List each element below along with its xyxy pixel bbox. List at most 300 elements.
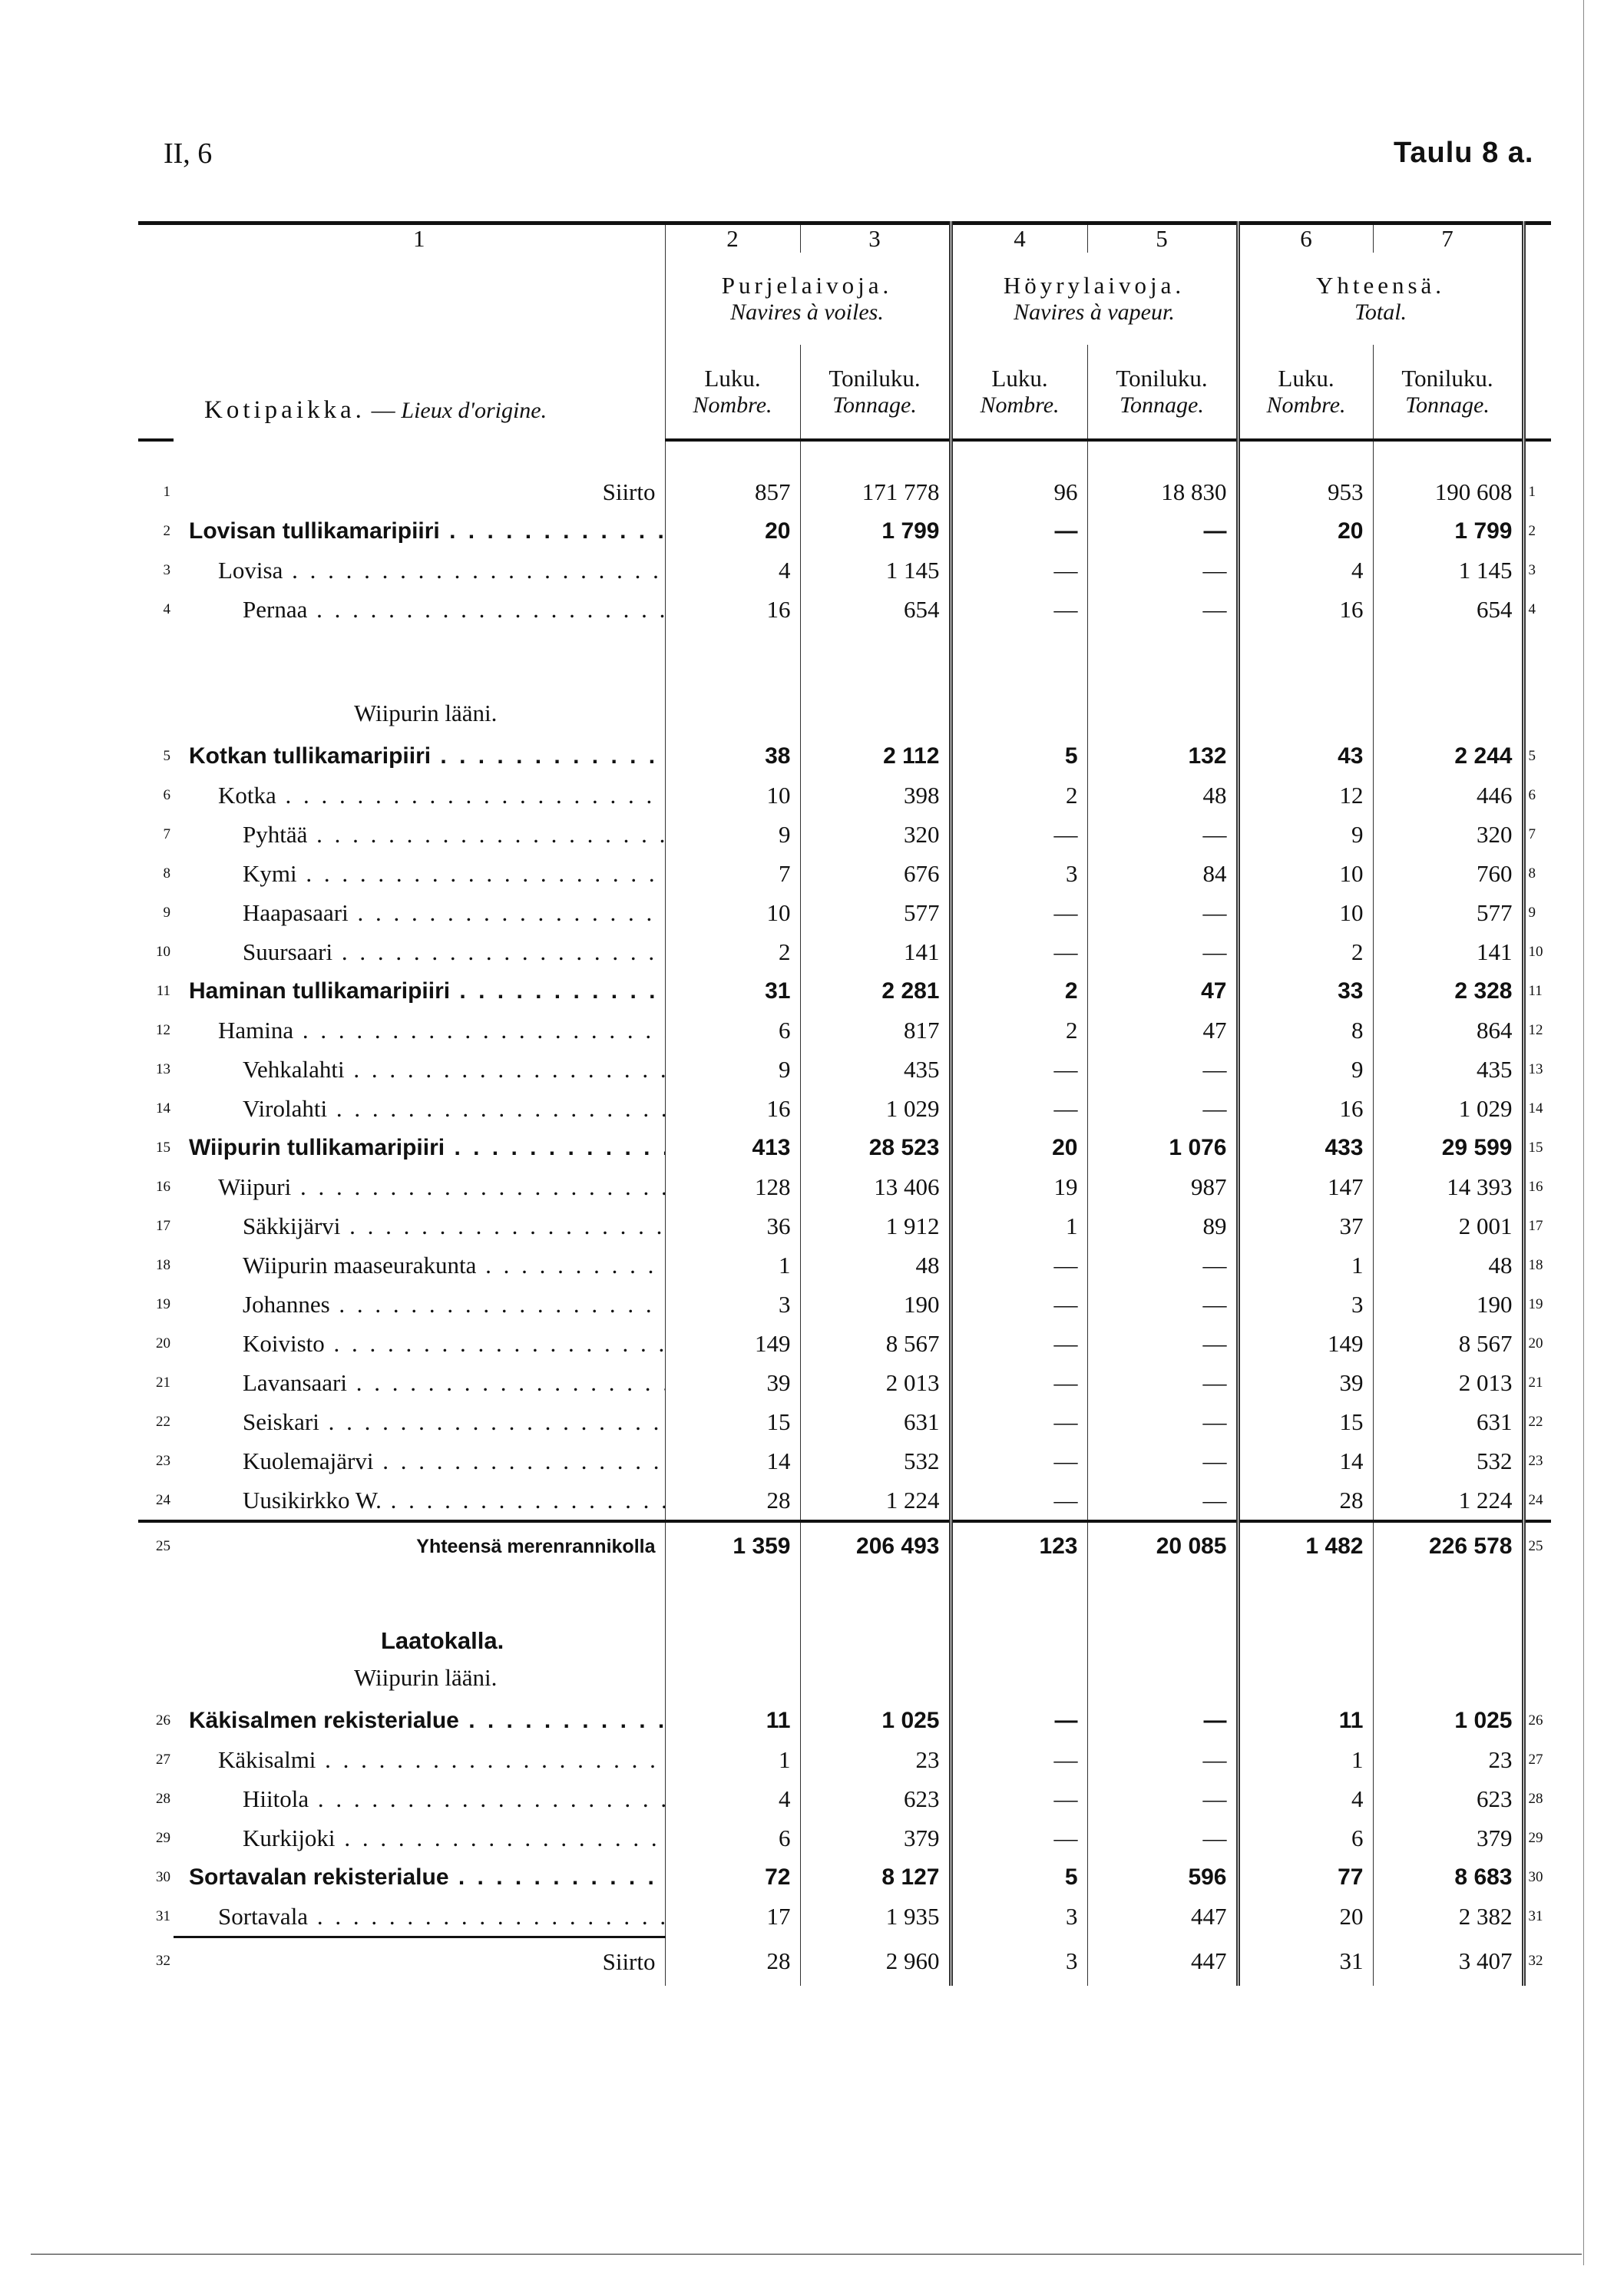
total-count-cell: 2 [1238, 932, 1373, 971]
line-number-right: 4 [1523, 590, 1551, 629]
carry-row [138, 1937, 1551, 1987]
blank-cell [174, 629, 665, 690]
blank-cell [1523, 440, 1551, 472]
sail-tonnage-cell: 13 406 [800, 1167, 951, 1206]
sail-count-cell: 10 [665, 893, 800, 932]
steam-count-cell: 19 [951, 1167, 1087, 1206]
total-count-cell: 16 [1238, 590, 1373, 629]
total-tonnage-cell: 532 [1373, 1441, 1523, 1480]
line-number-right: 22 [1523, 1402, 1551, 1441]
steam-count-cell: 2 [951, 971, 1087, 1011]
line-number: 31 [156, 1908, 170, 1925]
blank-cell [1523, 1570, 1551, 1655]
blank-cell [1373, 690, 1523, 736]
line-number: 10 [156, 943, 170, 960]
line-number-right: 8 [1523, 854, 1551, 893]
table-row [138, 893, 1551, 932]
blank-cell [951, 1570, 1087, 1655]
steam-count-cell: 3 [951, 1897, 1087, 1937]
blank-cell [800, 1570, 951, 1655]
blank-cell [1087, 690, 1238, 736]
place-name: Lovisa . . . [174, 551, 665, 590]
line-number-right: 27 [1523, 1740, 1551, 1779]
table-row [138, 776, 1551, 815]
total-count-cell: 4 [1238, 1779, 1373, 1818]
place-name: Uusikirkko W. . . . [174, 1480, 665, 1521]
sail-tonnage-cell: 1 145 [800, 551, 951, 590]
line-number-right: 14 [1523, 1089, 1551, 1128]
sail-tonnage-sublabel: Tonnage. [832, 392, 917, 418]
sail-count-header [665, 345, 800, 440]
line-number-right: 15 [1523, 1128, 1551, 1167]
steam-tonnage-cell: — [1087, 1701, 1238, 1740]
sail-count-cell: 1 [665, 1246, 800, 1285]
steam-count-cell: — [951, 1818, 1087, 1858]
table-row [138, 1402, 1551, 1441]
total-count-cell: 953 [1238, 472, 1373, 511]
place-name: Kymi . . . [174, 854, 665, 893]
steam-count-cell: — [951, 932, 1087, 971]
steam-tonnage-cell: — [1087, 1324, 1238, 1363]
total-tonnage-cell: 631 [1373, 1402, 1523, 1441]
table-row [138, 815, 1551, 854]
total-header [1238, 253, 1523, 345]
sail-tonnage-cell: 1 912 [800, 1206, 951, 1246]
table-row [138, 1206, 1551, 1246]
place-name: Sortavalan rekisterialue . . . [174, 1858, 665, 1897]
total-tonnage-cell: 29 599 [1373, 1128, 1523, 1167]
sail-tonnage-cell: 171 778 [800, 472, 951, 511]
blank-cell [1373, 1655, 1523, 1701]
sail-count-cell: 857 [665, 472, 800, 511]
line-number-right: 10 [1523, 932, 1551, 971]
sail-tonnage-cell: 654 [800, 590, 951, 629]
sail-tonnage-cell: 379 [800, 1818, 951, 1858]
line-number-right: 26 [1523, 1701, 1551, 1740]
sail-tonnage-cell: 141 [800, 932, 951, 971]
col-number-1: 1 [174, 223, 665, 253]
line-number: 17 [156, 1217, 170, 1234]
sail-tonnage-cell: 676 [800, 854, 951, 893]
total-tonnage-cell: 446 [1373, 776, 1523, 815]
line-number-right: 25 [1523, 1521, 1551, 1570]
place-name: Suursaari . . . [174, 932, 665, 971]
sail-count-cell: 38 [665, 736, 800, 776]
steam-count-cell: 2 [951, 776, 1087, 815]
steam-tonnage-cell: 447 [1087, 1897, 1238, 1937]
blank-cell [1087, 1570, 1238, 1655]
sail-count-cell: 413 [665, 1128, 800, 1167]
total-tonnage-cell: 8 567 [1373, 1324, 1523, 1363]
steam-count-cell: — [951, 1701, 1087, 1740]
sail-tonnage-cell: 1 935 [800, 1897, 951, 1937]
sail-tonnage-cell: 320 [800, 815, 951, 854]
total-count-cell: 147 [1238, 1167, 1373, 1206]
line-number: 23 [156, 1452, 170, 1469]
total-count-cell: 10 [1238, 854, 1373, 893]
place-name: Säkkijärvi . . . [174, 1206, 665, 1246]
total-tonnage-cell: 2 001 [1373, 1206, 1523, 1246]
steam-tonnage-cell: — [1087, 511, 1238, 551]
section-title: Wiipurin lääni. [354, 1664, 498, 1691]
blank-cell [138, 690, 174, 736]
origin-dash: — [365, 396, 402, 423]
sail-tonnage-cell: 23 [800, 1740, 951, 1779]
sail-count-cell: 14 [665, 1441, 800, 1480]
sail-count-cell: 16 [665, 590, 800, 629]
sail-tonnage-cell: 48 [800, 1246, 951, 1285]
steam-tonnage-total: 20 085 [1087, 1521, 1238, 1570]
sail-count-sublabel: Nombre. [693, 392, 772, 418]
sail-count-cell: 11 [665, 1701, 800, 1740]
place-name: Kurkijoki . . . [174, 1818, 665, 1858]
line-number: 15 [156, 1139, 170, 1156]
place-name: Siirto [602, 478, 656, 505]
sail-count-cell: 16 [665, 1089, 800, 1128]
blank-cell [665, 440, 800, 472]
col-number-3: 3 [800, 223, 951, 253]
total-tonnage-cell: 435 [1373, 1050, 1523, 1089]
place-name: Virolahti . . . [174, 1089, 665, 1128]
total-tonnage-cell: 760 [1373, 854, 1523, 893]
steam-count-cell: — [951, 1441, 1087, 1480]
line-number: 7 [163, 825, 170, 842]
place-name: Koivisto . . . [174, 1324, 665, 1363]
sail-count-cell: 9 [665, 1050, 800, 1089]
table-row [138, 1363, 1551, 1402]
line-number: 21 [156, 1374, 170, 1391]
line-number: 11 [156, 982, 170, 999]
steam-count-cell: — [951, 1779, 1087, 1818]
table-row [138, 590, 1551, 629]
sail-tonnage-cell: 8 567 [800, 1324, 951, 1363]
table-row [138, 1897, 1551, 1937]
steam-count-cell: — [951, 1480, 1087, 1521]
table-row [138, 551, 1551, 590]
steam-count-cell: 1 [951, 1206, 1087, 1246]
blank-cell [138, 1570, 174, 1655]
steam-tonnage-cell: 89 [1087, 1206, 1238, 1246]
total-count-cell: 43 [1238, 736, 1373, 776]
sail-count-label: Luku. [704, 365, 761, 392]
table-header [138, 223, 1551, 441]
blank-cell [1523, 690, 1551, 736]
sail-count-cell: 149 [665, 1324, 800, 1363]
total-count-cell: 16 [1238, 1089, 1373, 1128]
place-name: Haminan tullikamaripiiri . . . [174, 971, 665, 1011]
column-number-row [138, 223, 1551, 253]
steam-tonnage-cell: — [1087, 1050, 1238, 1089]
total-count-cell: 9 [1238, 815, 1373, 854]
line-number-right: 12 [1523, 1011, 1551, 1050]
place-name: Kotka . . . [174, 776, 665, 815]
table-row [138, 971, 1551, 1011]
steam-tonnage-cell: — [1087, 1089, 1238, 1128]
sail-tonnage-total: 206 493 [800, 1521, 951, 1570]
place-name: Vehkalahti . . . [174, 1050, 665, 1089]
steam-tonnage-carry: 447 [1087, 1937, 1238, 1987]
sail-tonnage-cell: 190 [800, 1285, 951, 1324]
line-number-right: 28 [1523, 1779, 1551, 1818]
total-count-header [1238, 345, 1373, 440]
blank-cell [951, 1655, 1087, 1701]
steam-count-cell: 96 [951, 472, 1087, 511]
blank-cell [1373, 629, 1523, 690]
steam-tonnage-cell: — [1087, 1779, 1238, 1818]
sail-count-cell: 10 [665, 776, 800, 815]
steam-count-cell: 5 [951, 736, 1087, 776]
col-number-6: 6 [1238, 223, 1373, 253]
steam-count-cell: — [951, 1740, 1087, 1779]
line-number-right: 9 [1523, 893, 1551, 932]
steam-count-cell: — [951, 1050, 1087, 1089]
col-number-7: 7 [1373, 223, 1523, 253]
line-number: 20 [156, 1335, 170, 1351]
sail-count-cell: 1 [665, 1740, 800, 1779]
blank-cell [138, 440, 174, 472]
total-count-cell: 149 [1238, 1324, 1373, 1363]
sail-count-cell: 39 [665, 1363, 800, 1402]
sail-tonnage-header [800, 345, 951, 440]
blank-cell [1238, 690, 1373, 736]
blank-cell [1087, 440, 1238, 472]
table-row [138, 1050, 1551, 1089]
table-row [138, 1858, 1551, 1897]
steam-tonnage-header [1087, 345, 1238, 440]
total-tonnage-cell: 2 244 [1373, 736, 1523, 776]
line-number: 3 [163, 561, 170, 578]
line-number-right: 7 [1523, 815, 1551, 854]
place-name: Wiipuri . . . [174, 1167, 665, 1206]
total-tonnage-cell: 8 683 [1373, 1858, 1523, 1897]
blank-cell [1373, 440, 1523, 472]
total-count-cell: 12 [1238, 776, 1373, 815]
total-count-cell: 3 [1238, 1285, 1373, 1324]
origin-column-header [174, 253, 665, 440]
steam-count-cell: — [951, 1246, 1087, 1285]
steam-tonnage-cell: 48 [1087, 776, 1238, 815]
table-row [138, 932, 1551, 971]
total-tonnage-cell: 1 029 [1373, 1089, 1523, 1128]
total-count-cell: 11 [1238, 1701, 1373, 1740]
place-name: Johannes . . . [174, 1285, 665, 1324]
blank-cell [1523, 629, 1551, 690]
col-number-5: 5 [1087, 223, 1238, 253]
total-count-total: 1 482 [1238, 1521, 1373, 1570]
sail-tonnage-cell: 28 523 [800, 1128, 951, 1167]
line-number-right: 5 [1523, 736, 1551, 776]
sail-tonnage-cell: 1 224 [800, 1480, 951, 1521]
total-tonnage-cell: 190 [1373, 1285, 1523, 1324]
line-number-right: 29 [1523, 1818, 1551, 1858]
line-number-right: 20 [1523, 1324, 1551, 1363]
steam-count-label: Luku. [991, 365, 1048, 392]
sail-tonnage-cell: 2 112 [800, 736, 951, 776]
sail-count-cell: 20 [665, 511, 800, 551]
bottom-rule [31, 2254, 1582, 2255]
total-tonnage-cell: 48 [1373, 1246, 1523, 1285]
steam-tonnage-cell: 18 830 [1087, 472, 1238, 511]
table-row [138, 854, 1551, 893]
blank-cell [174, 440, 665, 472]
place-name: Hamina . . . [174, 1011, 665, 1050]
blank-cell [800, 629, 951, 690]
sail-count-cell: 15 [665, 1402, 800, 1441]
total-tonnage-cell: 623 [1373, 1779, 1523, 1818]
total-count-cell: 77 [1238, 1858, 1373, 1897]
line-number: 25 [138, 1521, 174, 1570]
total-count-cell: 20 [1238, 1897, 1373, 1937]
sail-tonnage-label: Toniluku. [828, 365, 921, 392]
total-tonnage-cell: 1 025 [1373, 1701, 1523, 1740]
line-number: 30 [156, 1868, 170, 1885]
steam-count-total: 123 [951, 1521, 1087, 1570]
steamships-header [951, 253, 1238, 345]
total-count-cell: 14 [1238, 1441, 1373, 1480]
sail-count-cell: 4 [665, 551, 800, 590]
origin-subtitle: Lieux d'origine. [401, 398, 547, 423]
line-number-right: 16 [1523, 1167, 1551, 1206]
steam-count-cell: — [951, 1363, 1087, 1402]
section-row [138, 1655, 1551, 1701]
spacer-row [138, 629, 1551, 690]
total-count-cell: 8 [1238, 1011, 1373, 1050]
line-number: 24 [156, 1491, 170, 1508]
steam-tonnage-cell: — [1087, 1402, 1238, 1441]
sail-count-cell: 72 [665, 1858, 800, 1897]
steam-count-carry: 3 [951, 1937, 1087, 1987]
line-number: 14 [156, 1100, 170, 1117]
sail-tonnage-cell: 435 [800, 1050, 951, 1089]
line-number: 27 [156, 1751, 170, 1768]
line-number: 6 [163, 786, 170, 803]
line-number: 16 [156, 1178, 170, 1195]
steam-tonnage-cell: — [1087, 932, 1238, 971]
blank-cell [951, 629, 1087, 690]
sail-tonnage-cell: 398 [800, 776, 951, 815]
steam-count-sublabel: Nombre. [980, 392, 1060, 418]
blank-cell [1087, 629, 1238, 690]
carry-label: Siirto [174, 1937, 665, 1987]
total-count-label: Luku. [1278, 365, 1334, 392]
table-number: Taulu 8 a. [1394, 137, 1534, 169]
steam-tonnage-cell: — [1087, 551, 1238, 590]
total-tonnage-cell: 141 [1373, 932, 1523, 971]
blank-cell [665, 629, 800, 690]
steam-tonnage-cell: — [1087, 1246, 1238, 1285]
table-row [138, 472, 1551, 511]
line-number-right: 24 [1523, 1480, 1551, 1521]
sail-tonnage-cell: 8 127 [800, 1858, 951, 1897]
sail-count-cell: 3 [665, 1285, 800, 1324]
col-number-4: 4 [951, 223, 1087, 253]
blank-cell [138, 1655, 174, 1701]
total-count-cell: 433 [1238, 1128, 1373, 1167]
line-number-right: 32 [1523, 1937, 1551, 1987]
blank-cell [665, 690, 800, 736]
line-number: 12 [156, 1021, 170, 1038]
steam-count-cell: — [951, 590, 1087, 629]
sail-count-cell: 7 [665, 854, 800, 893]
line-number-right: 23 [1523, 1441, 1551, 1480]
line-number-right: 11 [1523, 971, 1551, 1011]
steam-count-cell: — [951, 1285, 1087, 1324]
sail-tonnage-cell: 2 013 [800, 1363, 951, 1402]
line-number: 22 [156, 1413, 170, 1430]
table-row [138, 1246, 1551, 1285]
total-count-cell: 20 [1238, 511, 1373, 551]
table-row [138, 1128, 1551, 1167]
section-title: Wiipurin lääni. [354, 700, 498, 726]
table-body [138, 440, 1551, 1986]
steam-tonnage-cell: — [1087, 1285, 1238, 1324]
sail-count-cell: 128 [665, 1167, 800, 1206]
table-row [138, 1324, 1551, 1363]
sail-tonnage-cell: 532 [800, 1441, 951, 1480]
table-row [138, 1011, 1551, 1050]
total-tonnage-cell: 2 382 [1373, 1897, 1523, 1937]
sailing-ships-title: Purjelaivoja. [721, 272, 893, 299]
place-name: Wiipurin tullikamaripiiri . . . [174, 1128, 665, 1167]
table-row [138, 1167, 1551, 1206]
sail-count-cell: 28 [665, 1480, 800, 1521]
blank-cell [1238, 629, 1373, 690]
sail-tonnage-cell: 1 799 [800, 511, 951, 551]
total-title: Yhteensä. [1315, 272, 1446, 299]
total-count-cell: 6 [1238, 1818, 1373, 1858]
steam-tonnage-cell: — [1087, 1441, 1238, 1480]
heading-row [138, 1570, 1551, 1655]
table-row [138, 1740, 1551, 1779]
blank-cell [665, 1655, 800, 1701]
total-tonnage-sublabel: Tonnage. [1405, 392, 1490, 418]
steam-tonnage-cell: — [1087, 1740, 1238, 1779]
sail-count-cell: 2 [665, 932, 800, 971]
total-tonnage-cell: 2 328 [1373, 971, 1523, 1011]
line-number-right: 2 [1523, 511, 1551, 551]
table-row [138, 1441, 1551, 1480]
line-number: 9 [163, 904, 170, 921]
blank-cell [1238, 1570, 1373, 1655]
total-tonnage-cell: 379 [1373, 1818, 1523, 1858]
steam-tonnage-cell: 596 [1087, 1858, 1238, 1897]
page-edge-rule [1583, 0, 1584, 2265]
blank-cell [138, 629, 174, 690]
place-name: Kuolemajärvi . . . [174, 1441, 665, 1480]
steam-tonnage-cell: — [1087, 815, 1238, 854]
table-row [138, 1779, 1551, 1818]
section-row [138, 690, 1551, 736]
line-number: 29 [156, 1829, 170, 1846]
steam-count-cell: 5 [951, 1858, 1087, 1897]
sail-count-cell: 31 [665, 971, 800, 1011]
sail-count-total: 1 359 [665, 1521, 800, 1570]
place-name: Kotkan tullikamaripiiri . . . [174, 736, 665, 776]
total-tonnage-label: Toniluku. [1401, 365, 1493, 392]
sail-count-cell: 9 [665, 815, 800, 854]
sail-tonnage-cell: 623 [800, 1779, 951, 1818]
total-tonnage-cell: 320 [1373, 815, 1523, 854]
total-count-cell: 28 [1238, 1480, 1373, 1521]
steam-count-cell: 3 [951, 854, 1087, 893]
blank-cell [800, 1655, 951, 1701]
sail-tonnage-cell: 577 [800, 893, 951, 932]
steam-tonnage-sublabel: Tonnage. [1119, 392, 1204, 418]
page-number: II, 6 [164, 137, 213, 170]
table-row [138, 1480, 1551, 1521]
total-tonnage-cell: 864 [1373, 1011, 1523, 1050]
blank-cell [800, 690, 951, 736]
